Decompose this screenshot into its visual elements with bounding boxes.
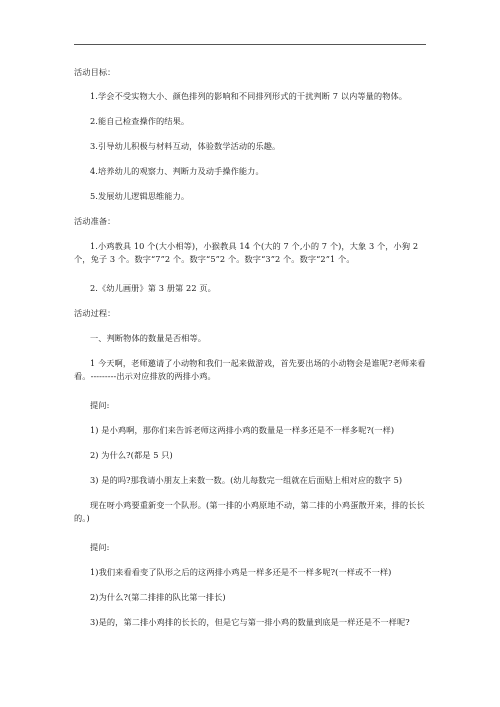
question-label: 提问: — [90, 542, 110, 552]
question-item: 1)我们来看看变了队形之后的这两排小鸡是一样多还是不一样多呢?(一样或不一样) — [90, 567, 392, 577]
question-label: 提问: — [90, 400, 110, 410]
goal-item: 2.能自己检查操作的结果。 — [90, 116, 190, 126]
question-item: 3)是的，第二排小鸡排的长长的，但是它与第一排小鸡的数量到底是一样还是不一样呢? — [90, 617, 410, 627]
section-heading-preparation: 活动准备： — [74, 216, 116, 226]
section-heading-goals: 活动目标： — [74, 67, 116, 77]
section-heading-process: 活动过程： — [74, 308, 116, 318]
question-item: 3) 是的吗?那我请小朋友上来数一数。(幼儿每数完一组就在后面贴上相对应的数字 5) — [90, 475, 403, 485]
process-paragraph: 现在呀小鸡要重新变一个队形。(第一排的小鸡原地不动，第二排的小鸡蛋散开来，排的长长的。) — [74, 500, 425, 523]
goal-item: 4.培养幼儿的观察力、判断力及动手操作能力。 — [90, 166, 264, 176]
header-rule — [74, 44, 426, 45]
process-paragraph: 1 今天啊，老师邀请了小动物和我们一起来做游戏，首先要出场的小动物会是谁呢?老师来看看。---------出示对应排放的两排小鸡。 — [74, 358, 426, 381]
preparation-item: 1.小鸡教具 10 个(大小相等)，小猴教具 14 个(大的 7 个,小的 7 个)，大象 3 个，小狗 2 个，兔子 3 个。数字“7”2 个。数字“5”2 个。数字“3”2 个。数字“2”1 个。 — [74, 241, 419, 264]
question-item: 2)为什么?(第二排排的队比第一排长) — [90, 592, 226, 602]
goal-item: 5.发展幼儿逻辑思维能力。 — [90, 191, 190, 201]
process-subheading: 一、判断物体的数量是否相等。 — [90, 333, 207, 343]
question-item: 2) 为什么?(都是 5 只) — [90, 450, 173, 460]
goal-item: 1.学会不受实物大小、颜色排列的影响和不同排列形式的干扰判断 7 以内等量的物体。 — [90, 91, 408, 101]
goal-item: 3.引导幼儿积极与材料互动，体验数学活动的乐趣。 — [90, 141, 281, 151]
preparation-item: 2.《幼儿画册》第 3 册第 22 页。 — [90, 283, 216, 293]
question-item: 1) 是小鸡啊，那你们来告诉老师这两排小鸡的数量是一样多还是不一样多呢?(一样) — [90, 425, 395, 435]
